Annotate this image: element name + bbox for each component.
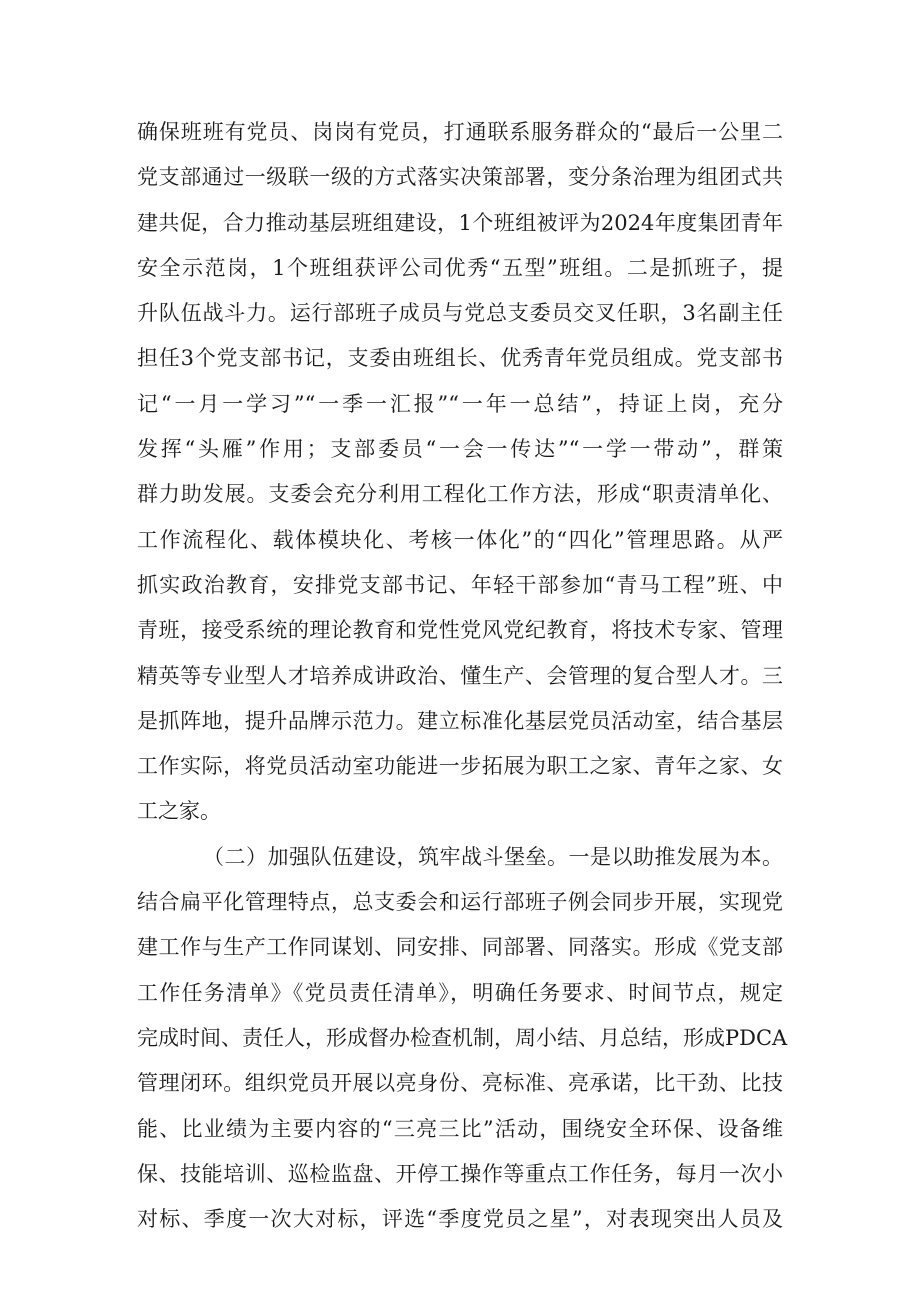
text-line: 群力助发展。支委会充分利用工程化工作方法，形成“职责清单化、	[137, 482, 783, 507]
text-line: 党支部通过一级联一级的方式落实决策部署，变分条治理为组团式共	[137, 165, 783, 190]
text-line: 工之家。	[137, 799, 221, 824]
text-line: 担任3个党支部书记，支委由班组长、优秀青年党员组成。党支部书	[137, 346, 783, 371]
text-line: 结合扁平化管理特点，总支委会和运行部班子例会同步开展，实现党	[137, 890, 783, 915]
text-line: 发挥“头雁”作用；支部委员“一会一传达”“一学一带动”，群策	[137, 437, 783, 462]
text-line: 升队伍战斗力。运行部班子成员与党总支委员交叉任职，3名副主任	[137, 301, 783, 326]
text-line: 建工作与生产工作同谋划、同安排、同部署、同落实。形成《党支部	[137, 935, 783, 960]
text-line: 确保班班有党员、岗岗有党员，打通联系服务群众的“最后一公里二	[137, 120, 783, 144]
text-line: 保、技能培训、巡检监盘、开停工操作等重点工作任务，每月一次小	[137, 1161, 783, 1186]
text-line: 工作流程化、载体模块化、考核一体化”的“四化”管理思路。从严	[137, 527, 783, 552]
text-line: 工作实际，将党员活动室功能进一步拓展为职工之家、青年之家、女	[137, 754, 783, 779]
text-line: 管理闭环。组织党员开展以亮身份、亮标准、亮承诺，比干劲、比技	[137, 1071, 783, 1096]
section-heading-line: （二）加强队伍建设，筑牢战斗堡垒。一是以助推发展为本。	[203, 844, 783, 869]
text-line: 抓实政治教育，安排党支部书记、年轻干部参加“青马工程”班、中	[137, 572, 783, 597]
text-line: 青班，接受系统的理论教育和党性党风党纪教育，将技术专家、管理	[137, 618, 783, 643]
text-line: 是抓阵地，提升品牌示范力。建立标准化基层党员活动室，结合基层	[137, 708, 783, 733]
body-text	[137, 110, 788, 1242]
text-line: 精英等专业型人才培养成讲政治、懂生产、会管理的复合型人才。三	[137, 663, 783, 688]
text-line: 建共促，合力推动基层班组建设，1个班组被评为2024年度集团青年	[137, 210, 783, 235]
text-line: 工作任务清单》《党员责任清单》，明确任务要求、时间节点，规定	[137, 980, 783, 1005]
text-line: 对标、季度一次大对标，评选“季度党员之星”，对表现突出人员及	[137, 1207, 783, 1232]
text-line: 完成时间、责任人，形成督办检查机制，周小结、月总结，形成PDCA	[137, 1025, 788, 1050]
text-line: 能、比业绩为主要内容的“三亮三比”活动，围绕安全环保、设备维	[137, 1116, 783, 1141]
text-line: 安全示范岗，1个班组获评公司优秀“五型”班组。二是抓班子，提	[137, 255, 783, 280]
text-line: 记“一月一学习”“一季一汇报”“一年一总结”，持证上岗，充分	[137, 391, 783, 416]
